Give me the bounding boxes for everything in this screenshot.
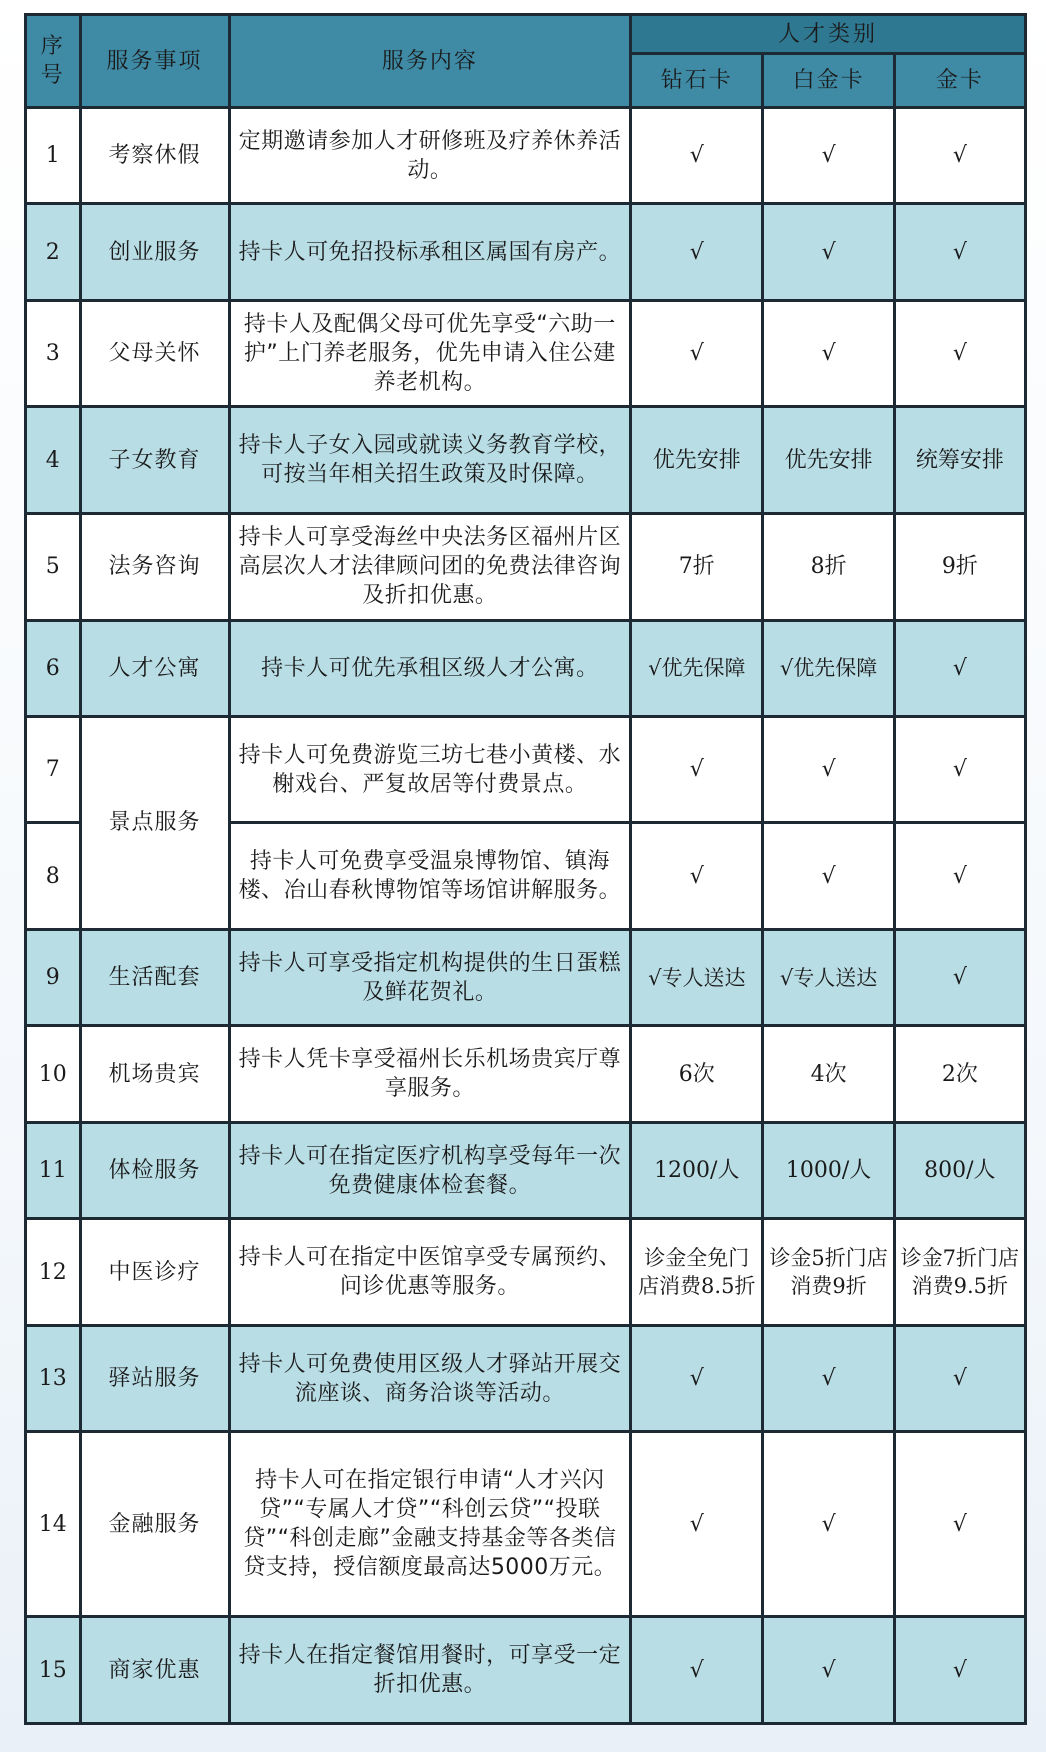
row-number: 9 — [26, 930, 81, 1026]
service-content: 持卡人可免费享受温泉博物馆、镇海楼、冶山春秋博物馆等场馆讲解服务。 — [229, 823, 631, 930]
table-row — [26, 1325, 1026, 1432]
service-content: 持卡人子女入园或就读义务教育学校，可按当年相关招生政策及时保障。 — [229, 407, 631, 514]
header-category: 人才类别 — [631, 15, 1026, 54]
diamond-value: 6次 — [631, 1026, 763, 1122]
row-number: 14 — [26, 1432, 81, 1617]
platinum-value: √专人送达 — [763, 930, 894, 1026]
row-number: 12 — [26, 1219, 81, 1326]
row-number: 2 — [26, 204, 81, 300]
service-content: 持卡人可优先承租区级人才公寓。 — [229, 620, 631, 716]
platinum-value: 优先安排 — [763, 407, 894, 514]
service-content: 定期邀请参加人才研修班及疗养休养活动。 — [229, 108, 631, 204]
service-item: 金融服务 — [80, 1432, 229, 1617]
service-item: 法务咨询 — [80, 513, 229, 620]
table-row — [26, 1617, 1026, 1724]
service-content: 持卡人可享受海丝中央法务区福州片区高层次人才法律顾问团的免费法律咨询及折扣优惠。 — [229, 513, 631, 620]
service-item: 父母关怀 — [80, 300, 229, 407]
service-item: 中医诊疗 — [80, 1219, 229, 1326]
header-seq: 序号 — [26, 15, 81, 108]
diamond-value: √ — [631, 716, 763, 823]
row-number: 7 — [26, 716, 81, 823]
gold-value: √ — [894, 300, 1025, 407]
table-row — [26, 716, 1026, 823]
service-item: 驿站服务 — [80, 1325, 229, 1432]
row-number: 15 — [26, 1617, 81, 1724]
gold-value: √ — [894, 716, 1025, 823]
diamond-value: 7折 — [631, 513, 763, 620]
platinum-value: √ — [763, 823, 894, 930]
diamond-value: 优先安排 — [631, 407, 763, 514]
row-number: 3 — [26, 300, 81, 407]
service-content: 持卡人在指定餐馆用餐时，可享受一定折扣优惠。 — [229, 1617, 631, 1724]
service-content: 持卡人可免费游览三坊七巷小黄楼、水榭戏台、严复故居等付费景点。 — [229, 716, 631, 823]
row-number: 13 — [26, 1325, 81, 1432]
service-item: 景点服务 — [80, 716, 229, 929]
service-content: 持卡人可免费使用区级人才驿站开展交流座谈、商务洽谈等活动。 — [229, 1325, 631, 1432]
gold-value: 诊金7折门店消费9.5折 — [894, 1219, 1025, 1326]
table-row — [26, 1122, 1026, 1218]
service-item: 商家优惠 — [80, 1617, 229, 1724]
service-item: 考察休假 — [80, 108, 229, 204]
diamond-value: √ — [631, 108, 763, 204]
diamond-value: √ — [631, 1325, 763, 1432]
header-platinum-card: 白金卡 — [763, 54, 894, 108]
platinum-value: 诊金5折门店消费9折 — [763, 1219, 894, 1326]
table-row — [26, 108, 1026, 204]
service-content: 持卡人可在指定中医馆享受专属预约、问诊优惠等服务。 — [229, 1219, 631, 1326]
gold-value: √ — [894, 823, 1025, 930]
gold-value: √ — [894, 1432, 1025, 1617]
table-row — [26, 1432, 1026, 1617]
table-row — [26, 1219, 1026, 1326]
service-content: 持卡人可免招投标承租区属国有房产。 — [229, 204, 631, 300]
service-content: 持卡人及配偶父母可优先享受“六助一护”上门养老服务，优先申请入住公建养老机构。 — [229, 300, 631, 407]
row-number: 6 — [26, 620, 81, 716]
gold-value: √ — [894, 1325, 1025, 1432]
row-number: 4 — [26, 407, 81, 514]
service-item: 人才公寓 — [80, 620, 229, 716]
row-number: 10 — [26, 1026, 81, 1122]
platinum-value: 4次 — [763, 1026, 894, 1122]
table-row — [26, 204, 1026, 300]
platinum-value: √ — [763, 1325, 894, 1432]
platinum-value: √ — [763, 300, 894, 407]
service-content: 持卡人凭卡享受福州长乐机场贵宾厅尊享服务。 — [229, 1026, 631, 1122]
service-item: 子女教育 — [80, 407, 229, 514]
platinum-value: √ — [763, 1617, 894, 1724]
service-content: 持卡人可在指定银行申请“人才兴闪贷”“专属人才贷”“科创云贷”“投联贷”“科创走廊”金融支持基金等各类信贷支持，授信额度最高达5000万元。 — [229, 1432, 631, 1617]
service-item: 机场贵宾 — [80, 1026, 229, 1122]
gold-value: √ — [894, 1617, 1025, 1724]
diamond-value: √ — [631, 300, 763, 407]
service-item: 创业服务 — [80, 204, 229, 300]
table-row — [26, 1026, 1026, 1122]
table-row — [26, 620, 1026, 716]
header-gold-card: 金卡 — [894, 54, 1025, 108]
row-number: 1 — [26, 108, 81, 204]
platinum-value: 8折 — [763, 513, 894, 620]
diamond-value: √专人送达 — [631, 930, 763, 1026]
diamond-value: 1200/人 — [631, 1122, 763, 1218]
table-row — [26, 300, 1026, 407]
gold-value: 800/人 — [894, 1122, 1025, 1218]
gold-value: √ — [894, 930, 1025, 1026]
talent-card-benefits-table — [24, 13, 1027, 1725]
platinum-value: √ — [763, 108, 894, 204]
diamond-value: √ — [631, 1432, 763, 1617]
platinum-value: √ — [763, 204, 894, 300]
platinum-value: √ — [763, 716, 894, 823]
platinum-value: 1000/人 — [763, 1122, 894, 1218]
service-content: 持卡人可在指定医疗机构享受每年一次免费健康体检套餐。 — [229, 1122, 631, 1218]
service-content: 持卡人可享受指定机构提供的生日蛋糕及鲜花贺礼。 — [229, 930, 631, 1026]
gold-value: 2次 — [894, 1026, 1025, 1122]
row-number: 8 — [26, 823, 81, 930]
gold-value: √ — [894, 620, 1025, 716]
header-diamond-card: 钻石卡 — [631, 54, 763, 108]
row-number: 11 — [26, 1122, 81, 1218]
row-number: 5 — [26, 513, 81, 620]
diamond-value: √ — [631, 204, 763, 300]
diamond-value: √ — [631, 823, 763, 930]
gold-value: 统筹安排 — [894, 407, 1025, 514]
gold-value: 9折 — [894, 513, 1025, 620]
service-item: 体检服务 — [80, 1122, 229, 1218]
service-item: 生活配套 — [80, 930, 229, 1026]
platinum-value: √优先保障 — [763, 620, 894, 716]
diamond-value: 诊金全免门店消费8.5折 — [631, 1219, 763, 1326]
table-row — [26, 930, 1026, 1026]
table-row — [26, 407, 1026, 514]
gold-value: √ — [894, 108, 1025, 204]
diamond-value: √优先保障 — [631, 620, 763, 716]
table-row — [26, 513, 1026, 620]
gold-value: √ — [894, 204, 1025, 300]
header-content: 服务内容 — [229, 15, 631, 108]
diamond-value: √ — [631, 1617, 763, 1724]
header-item: 服务事项 — [80, 15, 229, 108]
platinum-value: √ — [763, 1432, 894, 1617]
